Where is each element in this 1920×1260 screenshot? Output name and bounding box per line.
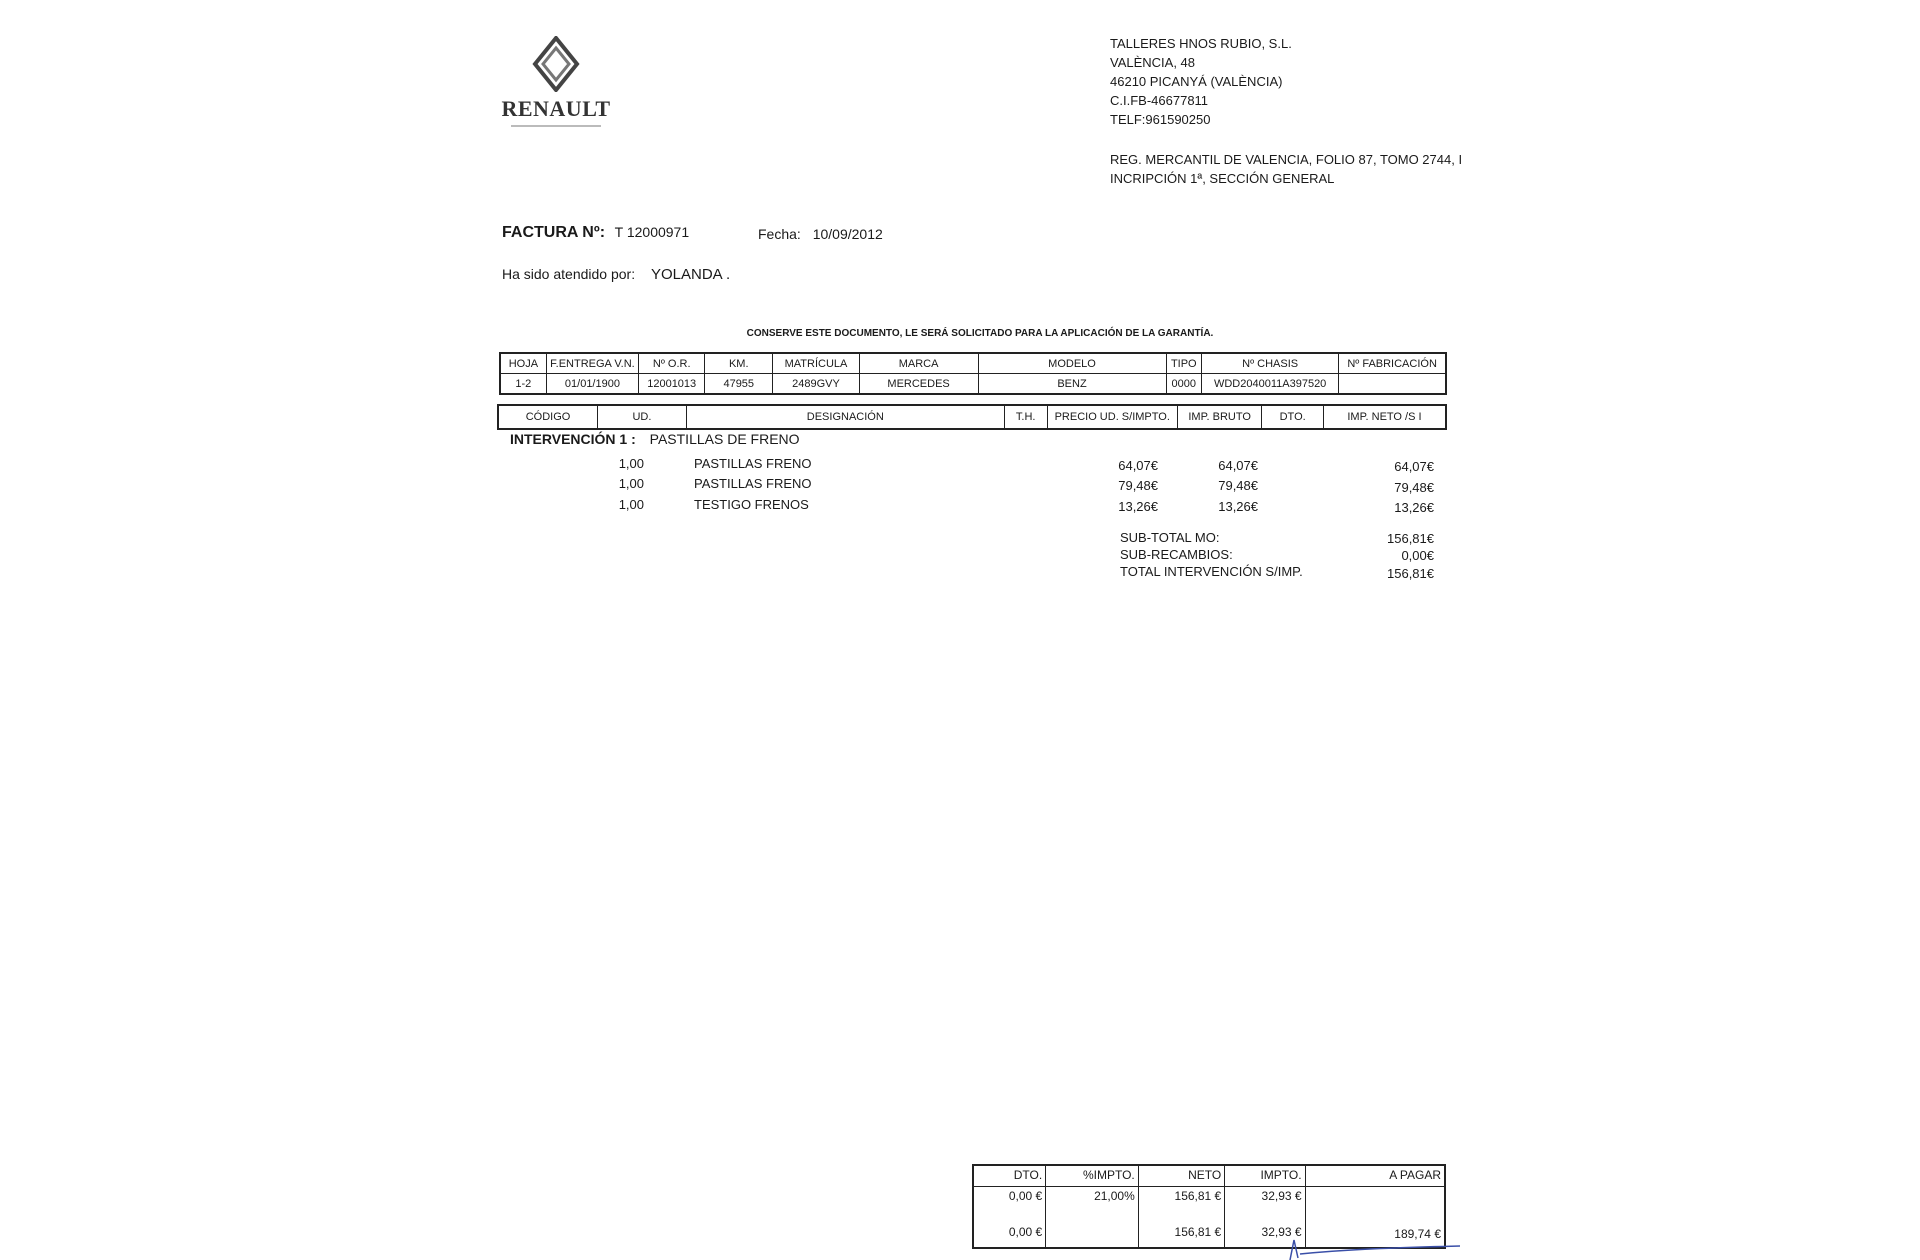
line-description: TESTIGO FRENOS (694, 497, 809, 512)
company-line: VALÈNCIA, 48 (1110, 55, 1196, 70)
subtotal-parts-label: SUB-RECAMBIOS: (1120, 547, 1233, 562)
vehicle-header-cell: Nº FABRICACIÓN (1339, 353, 1446, 374)
warranty-notice: CONSERVE ESTE DOCUMENTO, LE SERÁ SOLICITADO PARA LA APLICACIÓN DE LA GARANTÍA. (746, 328, 1214, 339)
summary-value: 156,81 € (1174, 1225, 1222, 1239)
vehicle-header-cell: MARCA (859, 353, 978, 374)
vehicle-cell: BENZ (978, 374, 1166, 395)
vehicle-cell: 01/01/1900 (546, 374, 638, 395)
line-net: 13,26€ (1394, 500, 1434, 515)
company-line: TELF:961590250 (1110, 112, 1211, 127)
date-value: 10/09/2012 (812, 226, 883, 242)
summary-value: 32,93 € (1261, 1189, 1302, 1203)
vehicle-cell: MERCEDES (859, 374, 978, 395)
vehicle-cell (1339, 374, 1446, 395)
intervention-total-label: TOTAL INTERVENCIÓN S/IMP. (1120, 564, 1303, 579)
vehicle-table (499, 352, 1447, 395)
registry-line: INCRIPCIÓN 1ª, SECCIÓN GENERAL (1110, 171, 1335, 186)
subtotal-labor-value: 156,81€ (1387, 531, 1434, 546)
vehicle-header-cell: MODELO (978, 353, 1166, 374)
vehicle-header-cell: F.ENTREGA V.N. (546, 353, 638, 374)
invoice-date (758, 226, 883, 242)
summary-header-cell: IMPTO. (1225, 1165, 1305, 1187)
summary-header-cell: %IMPTO. (1046, 1165, 1139, 1187)
vehicle-header-row (500, 353, 1446, 374)
company-line: TALLERES HNOS RUBIO, S.L. (1110, 36, 1292, 51)
line-qty: 1,00 (618, 476, 644, 491)
attended-value: YOLANDA . (650, 266, 731, 283)
company-line: 46210 PICANYÁ (VALÈNCIA) (1110, 74, 1283, 89)
summary-value: 21,00% (1094, 1189, 1135, 1203)
vehicle-header-cell: Nº CHASIS (1202, 353, 1339, 374)
vehicle-cell: 47955 (705, 374, 773, 395)
summary-header-cell: NETO (1138, 1165, 1224, 1187)
signature-mark (1260, 1236, 1470, 1260)
items-header-cell: DTO. (1262, 405, 1324, 429)
renault-wordmark: RENAULT (501, 96, 611, 121)
summary-value: 0,00 € (1008, 1225, 1043, 1239)
invoice-label: FACTURA Nº: (502, 224, 606, 241)
line-net: 79,48€ (1394, 480, 1434, 495)
line-gross: 13,26€ (1218, 499, 1258, 514)
vehicle-cell: WDD2040011A397520 (1202, 374, 1339, 395)
items-header-cell: DESIGNACIÓN (686, 405, 1004, 429)
items-header-cell: T.H. (1004, 405, 1047, 429)
vehicle-cell: 0000 (1166, 374, 1202, 395)
intervention-label: INTERVENCIÓN 1 : (510, 431, 636, 447)
renault-diamond-icon (531, 36, 581, 92)
company-address (1110, 34, 1292, 129)
logo-tagline (511, 125, 601, 127)
summary-value: 0,00 € (1008, 1189, 1043, 1203)
attended-label: Ha sido atendido por: (502, 266, 636, 282)
line-qty: 1,00 (618, 497, 644, 512)
vehicle-header-cell: KM. (705, 353, 773, 374)
summary-cell (1046, 1187, 1139, 1249)
vehicle-data-row (500, 374, 1446, 395)
summary-header-row (973, 1165, 1445, 1187)
line-description: PASTILLAS FRENO (694, 456, 812, 471)
vehicle-cell: 1-2 (500, 374, 546, 395)
line-gross: 64,07€ (1218, 458, 1258, 473)
invoice-number (502, 224, 689, 242)
subtotal-parts-value: 0,00€ (1401, 548, 1434, 563)
date-label: Fecha: (758, 226, 801, 242)
items-header-cell: UD. (598, 405, 687, 429)
summary-cell (973, 1187, 1046, 1249)
items-header-cell: IMP. NETO /S I (1323, 405, 1446, 429)
summary-header-cell: DTO. (973, 1165, 1046, 1187)
line-price: 79,48€ (1118, 478, 1158, 493)
attended-by (502, 266, 730, 283)
invoice-number-value: T 12000971 (614, 224, 690, 240)
summary-cell (1138, 1187, 1224, 1249)
intervention-name: PASTILLAS DE FRENO (649, 431, 800, 447)
line-qty: 1,00 (618, 456, 644, 471)
items-header-cell: CÓDIGO (498, 405, 598, 429)
registry-info (1110, 150, 1463, 188)
company-line: C.I.FB-46677811 (1110, 93, 1209, 108)
summary-value: 156,81 € (1174, 1189, 1222, 1203)
renault-logo (500, 36, 612, 128)
line-price: 13,26€ (1118, 499, 1158, 514)
total-to-pay: 189,74 € (1394, 1227, 1441, 1241)
vehicle-header-cell: TIPO (1166, 353, 1202, 374)
line-net: 64,07€ (1394, 459, 1434, 474)
vehicle-header-cell: Nº O.R. (639, 353, 705, 374)
summary-value: 32,93 € (1261, 1225, 1302, 1239)
subtotal-labor-label: SUB-TOTAL MO: (1120, 530, 1220, 545)
items-header-table (497, 404, 1447, 430)
intervention-title (510, 431, 800, 447)
intervention-total-value: 156,81€ (1387, 566, 1434, 581)
items-header-row (498, 405, 1446, 429)
summary-header-cell: A PAGAR (1305, 1165, 1445, 1187)
vehicle-cell: 12001013 (639, 374, 705, 395)
line-description: PASTILLAS FRENO (694, 476, 812, 491)
items-header-cell: IMP. BRUTO (1177, 405, 1261, 429)
registry-line: REG. MERCANTIL DE VALENCIA, FOLIO 87, TOMO 2744, I (1110, 152, 1463, 167)
vehicle-header-cell: MATRÍCULA (773, 353, 859, 374)
line-gross: 79,48€ (1218, 478, 1258, 493)
items-header-cell: PRECIO UD. S/IMPTO. (1047, 405, 1177, 429)
line-price: 64,07€ (1118, 458, 1158, 473)
vehicle-cell: 2489GVY (773, 374, 859, 395)
vehicle-header-cell: HOJA (500, 353, 546, 374)
